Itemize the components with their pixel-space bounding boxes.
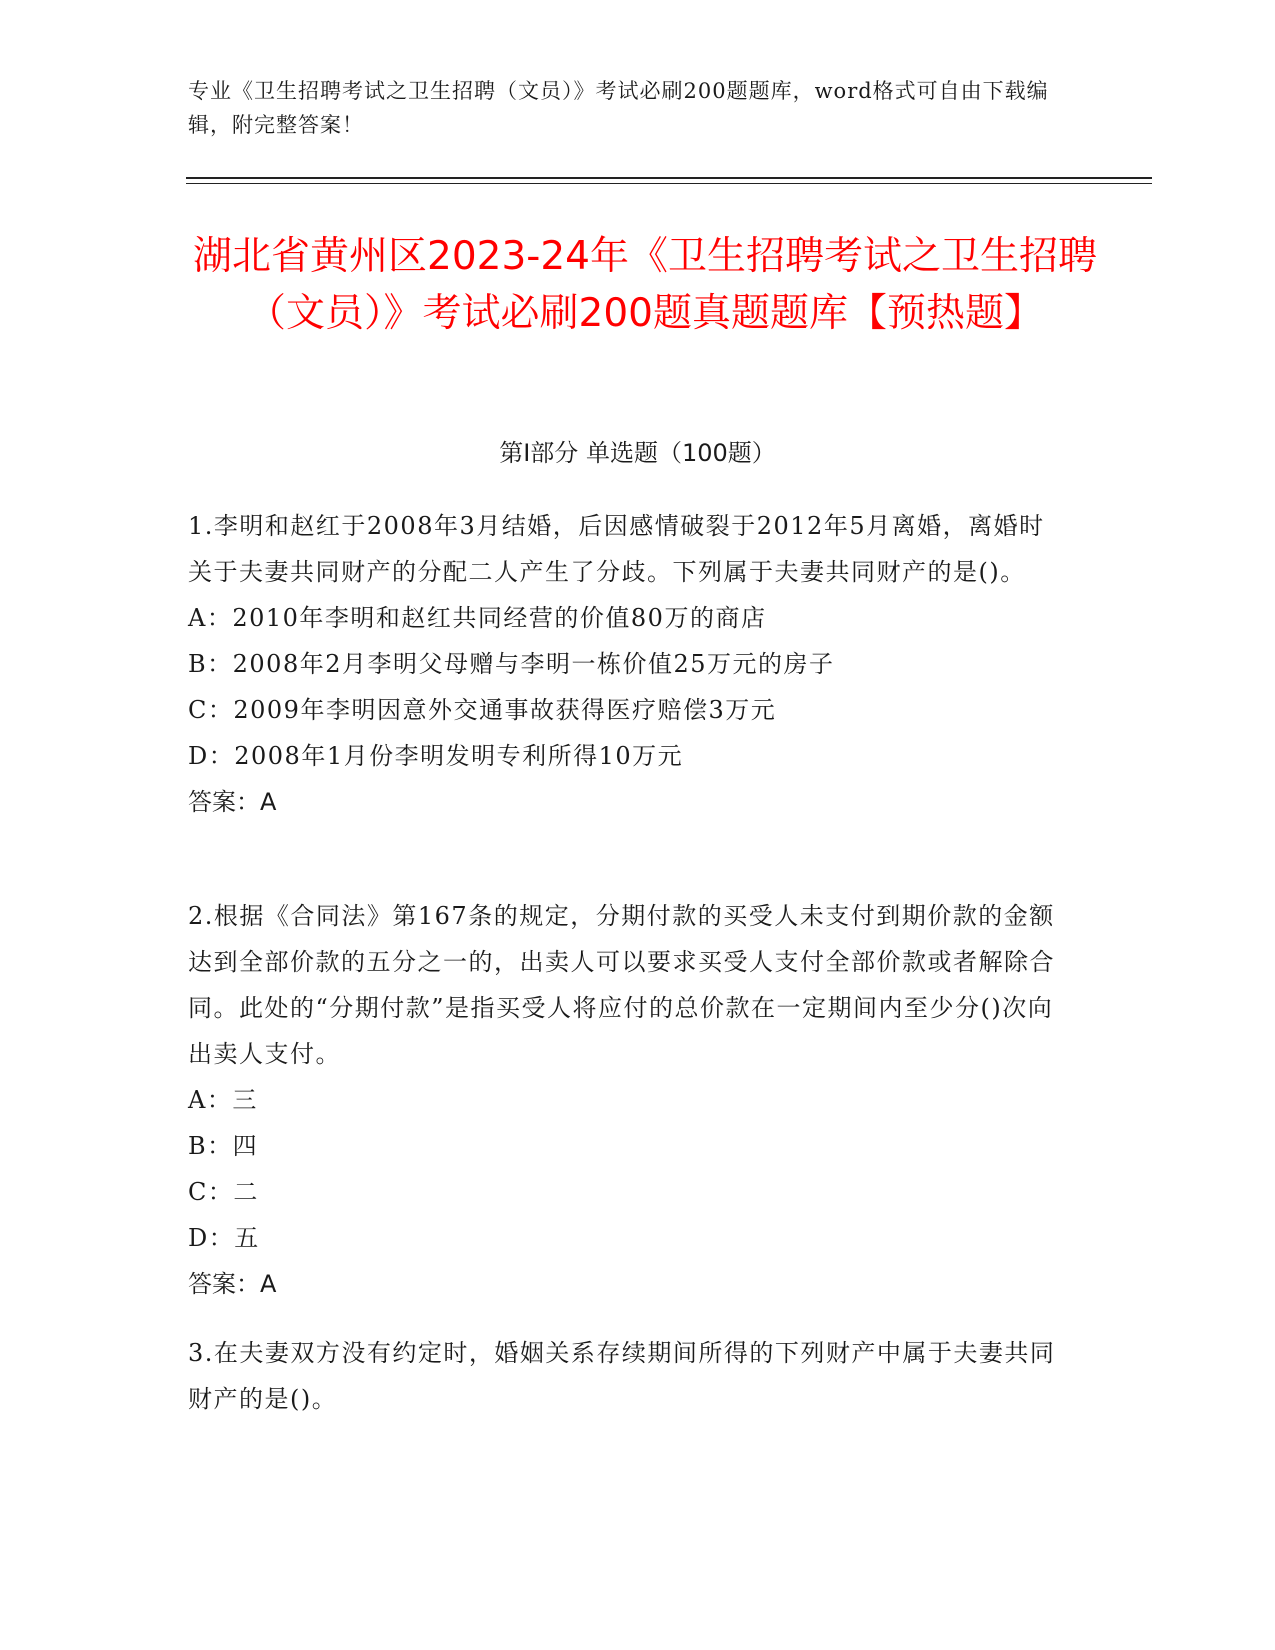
option-c: C：二 — [188, 1178, 259, 1206]
document-title: 湖北省黄州区2023-24年《卫生招聘考试之卫生招聘（文员）》考试必刷200题真题题库【预热题】 — [193, 234, 1097, 336]
answer-line: 答案：A — [188, 1270, 277, 1298]
section-heading: 第I部分 单选题（100题） — [499, 439, 776, 467]
option-a: A：2010年李明和赵红共同经营的价值80万的商店 — [188, 604, 767, 632]
header-rule-thick — [186, 177, 1152, 179]
question-stem: 1.李明和赵红于2008年3月结婚，后因感情破裂于2012年5月离婚，离婚时关于夫妻共同财产的分配二人产生了分歧。下列属于夫妻共同财产的是()。 — [188, 512, 1045, 586]
option-c: C：2009年李明因意外交通事故获得医疗赔偿3万元 — [188, 696, 777, 724]
option-b: B：四 — [188, 1132, 259, 1160]
option-a: A：三 — [188, 1086, 258, 1114]
question-3 — [188, 1330, 1068, 1422]
question-stem: 2.根据《合同法》第167条的规定，分期付款的买受人未支付到期价款的金额达到全部价款的五分之一的，出卖人可以要求买受人支付全部价款或者解除合同。此处的“分期付款”是指买受人将应付的总价款在一定期间内至少分()次向出卖人支付。 — [188, 902, 1055, 1068]
answer-line: 答案：A — [188, 788, 277, 816]
option-b: B：2008年2月李明父母赠与李明一栋价值25万元的房子 — [188, 650, 835, 678]
header-rule-thin — [186, 183, 1152, 184]
question-stem: 3.在夫妻双方没有约定时，婚姻关系存续期间所得的下列财产中属于夫妻共同财产的是()。 — [188, 1339, 1056, 1413]
question-2 — [188, 893, 1068, 1307]
option-d: D：2008年1月份李明发明专利所得10万元 — [188, 742, 684, 770]
question-1 — [188, 503, 1068, 825]
header-intro: 专业《卫生招聘考试之卫生招聘（文员）》考试必刷200题题库，word格式可自由下载编辑，附完整答案！ — [188, 79, 1049, 137]
option-d: D：五 — [188, 1224, 260, 1252]
